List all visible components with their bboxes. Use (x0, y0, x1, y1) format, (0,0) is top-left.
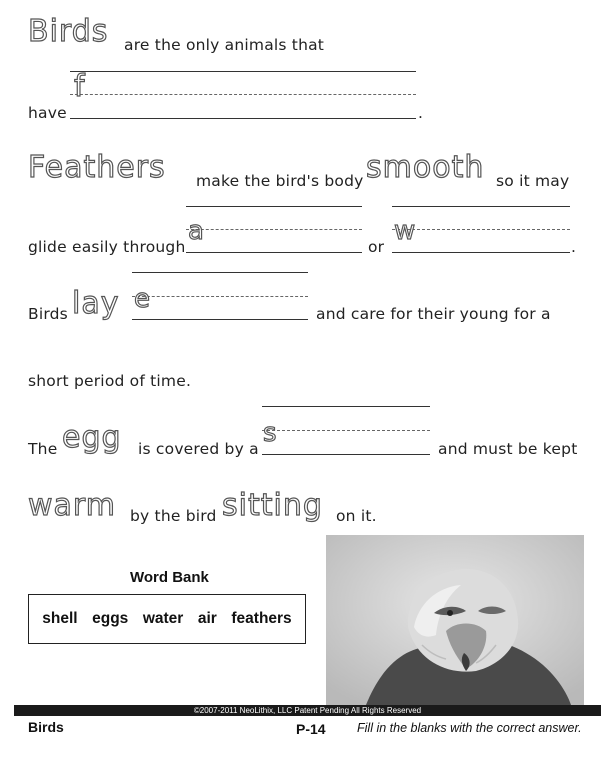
sentence-text: have (28, 104, 67, 122)
traced-word-feathers: Feathers (28, 150, 166, 185)
word-bank-word[interactable]: shell (42, 610, 78, 627)
punctuation: . (418, 104, 424, 122)
sentence-text: so it may (496, 172, 570, 190)
sentence-text: short period of time. (28, 372, 192, 390)
answer-start-letter: a (188, 216, 204, 246)
punctuation: . (571, 238, 577, 256)
answer-blank-shell[interactable] (262, 454, 430, 455)
answer-start-letter: e (134, 284, 150, 314)
answer-blank-feathers[interactable] (70, 118, 416, 119)
footer-page-number: P-14 (296, 721, 326, 737)
answer-start-letter: f (74, 69, 85, 104)
answer-mid-line (132, 296, 308, 297)
answer-mid-line (70, 94, 416, 95)
sentence-text: is covered by a (138, 440, 259, 458)
word-bank-word[interactable]: water (142, 610, 184, 627)
sentence-text: make the bird's body (196, 172, 364, 190)
answer-top-line (70, 71, 416, 72)
eagle-photo (326, 535, 584, 705)
answer-top-line (392, 206, 570, 207)
answer-blank-eggs[interactable] (132, 319, 308, 320)
answer-blank-water[interactable] (392, 252, 570, 253)
sentence-text: or (368, 238, 385, 256)
word-bank-word[interactable]: eggs (92, 610, 129, 627)
word-bank-word[interactable]: air (197, 610, 217, 627)
sentence-text: on it. (336, 507, 377, 525)
traced-word-smooth: smooth (366, 150, 485, 185)
traced-word-sitting: sitting (222, 488, 323, 523)
footer-subject: Birds (28, 719, 64, 735)
answer-mid-line (392, 229, 570, 230)
sentence-text: are the only animals that (124, 36, 325, 54)
traced-word-egg: egg (62, 420, 122, 455)
eagle-illustration (326, 535, 584, 705)
footer-instructions: Fill in the blanks with the correct answer. (357, 721, 582, 735)
answer-top-line (186, 206, 362, 207)
answer-mid-line (186, 229, 362, 230)
copyright-bar: ©2007-2011 NeoLithix, LLC Patent Pending All Rights Reserved (14, 705, 601, 716)
answer-blank-air[interactable] (186, 252, 362, 253)
sentence-text: The (28, 440, 58, 458)
answer-top-line (132, 272, 308, 273)
word-bank-word[interactable]: feathers (231, 610, 292, 627)
traced-word-lay: lay (72, 286, 120, 321)
traced-word-birds: Birds (28, 14, 109, 49)
word-bank-box (28, 594, 306, 644)
word-bank-title: Word Bank (130, 569, 209, 586)
sentence-text: glide easily through (28, 238, 186, 256)
sentence-text: and must be kept (438, 440, 578, 458)
traced-word-warm: warm (28, 488, 116, 523)
answer-start-letter: w (394, 216, 416, 246)
answer-top-line (262, 406, 430, 407)
sentence-text: by the bird (130, 507, 217, 525)
sentence-text: Birds (28, 305, 68, 323)
answer-start-letter: s (263, 418, 277, 448)
sentence-text: and care for their young for a (316, 305, 551, 323)
answer-mid-line (262, 430, 430, 431)
